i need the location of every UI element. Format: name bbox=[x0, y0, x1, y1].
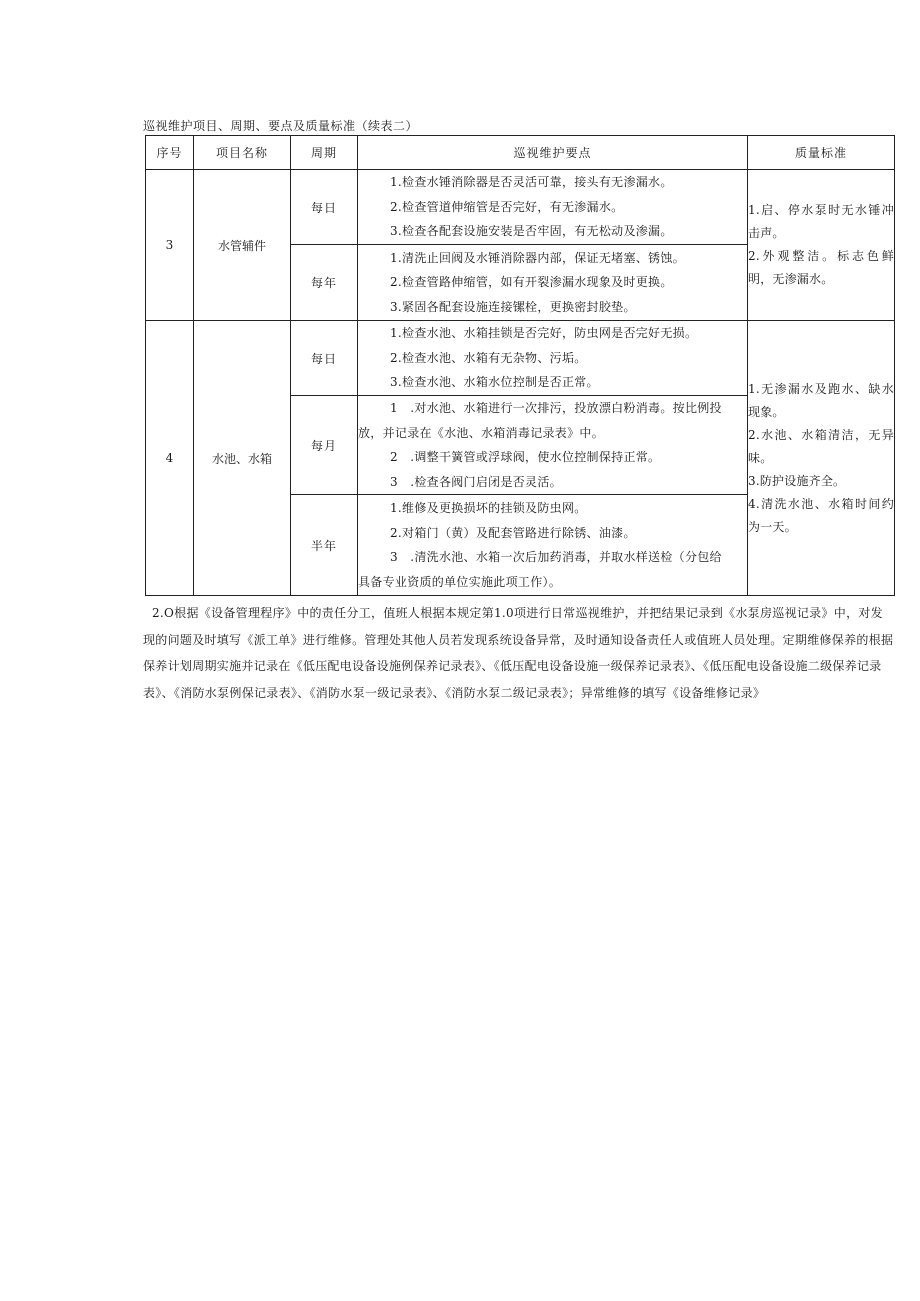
period-cell: 每日 bbox=[291, 321, 358, 396]
point-line: 1.清洗止回阀及水锤消除器内部，保证无堵塞、锈蚀。 bbox=[390, 250, 685, 265]
point-line: 3.紧固各配套设施连接镙栓，更换密封胶垫。 bbox=[390, 299, 636, 314]
table-row bbox=[146, 321, 895, 396]
quality-line: 2.水池、水箱清洁，无异味。 bbox=[748, 427, 894, 465]
point-line: 3 .检查各阀门启闭是否灵活。 bbox=[390, 474, 562, 489]
header-no: 序号 bbox=[146, 136, 194, 170]
point-line: 1.检查水锤消除器是否灵活可靠，接头有无渗漏水。 bbox=[390, 175, 673, 190]
body-paragraph: 2.O根据《设备管理程序》中的责任分工，值班人根据本规定第1.0项进行日常巡视维护，并把结果记录到《水泵房巡视记录》中，对发现的问题及时填写《派工单》进行维修。管理处其他人员若发现系统设备异常，及时通知设备责任人或值班人员处理。定期维修保养的根据保养计划周期实施并记录在《低压配电设备设施例保养记录表》、《低压配电设备设施一级保养记录表》、《低压配电设备设施二级保养记录表》、《消防水泵例保记录表》、《消防水泵一级记录表》、《消防水泵二级记录表》；异常维修的填写《设备维修记录》 bbox=[143, 606, 894, 700]
point-line: 2 .调整干簧管或浮球阀，使水位控制保持正常。 bbox=[390, 450, 661, 464]
point-line: 3.检查水池、水箱水位控制是否正常。 bbox=[390, 375, 599, 390]
point-line: 2.检查管道伸缩管是否完好，有无渗漏水。 bbox=[390, 199, 624, 214]
point-line: 具备专业资质的单位实施此项工作）。 bbox=[358, 574, 562, 589]
point-line: 1.检查水池、水箱挂锁是否完好，防虫网是否完好无损。 bbox=[390, 326, 698, 341]
quality-cell bbox=[748, 321, 895, 596]
row-item-name: 水池、水箱 bbox=[194, 321, 291, 596]
quality-line: 1.无渗漏水及跑水、缺水现象。 bbox=[748, 381, 894, 419]
quality-cell bbox=[748, 170, 895, 321]
quality-line: 2.外观整洁。标志色鲜明，无渗漏水。 bbox=[748, 249, 894, 286]
row-item-name: 水管辅件 bbox=[194, 170, 291, 321]
point-line: 1.维修及更换损坏的挂锁及防虫网。 bbox=[390, 501, 587, 515]
point-line: 放，并记录在《水池、水箱消毒记录表》中。 bbox=[358, 425, 605, 440]
period-cell: 半年 bbox=[291, 495, 358, 596]
table-header-row bbox=[146, 136, 895, 170]
header-quality: 质量标准 bbox=[748, 136, 895, 170]
table-caption: 巡视维护项目、周期、要点及质量标准（续表二） bbox=[143, 119, 419, 133]
point-line: 3.检查各配套设施安装是否牢固，有无松动及渗漏。 bbox=[390, 224, 673, 239]
points-cell bbox=[358, 245, 748, 321]
quality-line: 4.清洗水池、水箱时间约为一天。 bbox=[748, 496, 894, 534]
row-no: 3 bbox=[146, 170, 194, 321]
quality-line: 1.启、停水泵时无水锤冲击声。 bbox=[748, 203, 894, 240]
period-cell: 每年 bbox=[291, 245, 358, 321]
quality-line: 3.防护设施齐全。 bbox=[748, 473, 846, 488]
points-cell bbox=[358, 170, 748, 245]
points-cell bbox=[358, 495, 748, 596]
points-cell bbox=[358, 321, 748, 396]
row-no: 4 bbox=[146, 321, 194, 596]
period-cell: 每月 bbox=[291, 396, 358, 495]
point-line: 2.检查水池、水箱有无杂物、污垢。 bbox=[390, 350, 587, 365]
period-cell: 每日 bbox=[291, 170, 358, 245]
header-period: 周期 bbox=[291, 136, 358, 170]
header-key-points: 巡视维护要点 bbox=[358, 136, 748, 170]
inspection-table bbox=[145, 135, 895, 596]
point-line: 3 .清洗水池、水箱一次后加药消毒，并取水样送检（分包给 bbox=[390, 550, 722, 564]
point-line: 2.对箱门（黄）及配套管路进行除锈、油漆。 bbox=[390, 525, 636, 540]
point-line: 2.检查管路伸缩管，如有开裂渗漏水现象及时更换。 bbox=[390, 275, 673, 290]
table-row bbox=[146, 170, 895, 245]
header-item-name: 项目名称 bbox=[194, 136, 291, 170]
points-cell bbox=[358, 396, 748, 495]
point-line: 1 .对水池、水箱进行一次排污，投放漂白粉消毒。按比例投 bbox=[390, 401, 722, 415]
